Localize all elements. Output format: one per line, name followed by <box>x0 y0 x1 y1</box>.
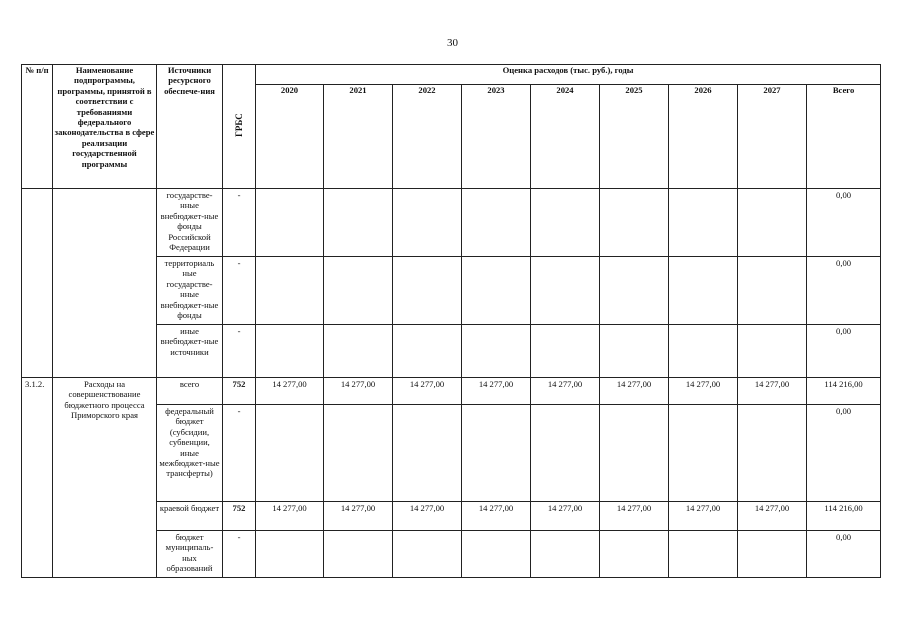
row-source: иные внебюджет-ные источники <box>157 325 223 378</box>
row-value <box>669 325 738 378</box>
row-value: 14 277,00 <box>738 378 807 405</box>
budget-table <box>21 64 881 578</box>
row-grbs: - <box>223 405 256 502</box>
row-value <box>738 531 807 578</box>
row-source: государстве-нные внебюджет-ные фонды Российской Федерации <box>157 189 223 257</box>
row-name: Расходы на совершенствование бюджетного процесса Приморского края <box>53 378 157 578</box>
header-year: 2027 <box>738 85 807 189</box>
row-value <box>600 257 669 325</box>
header-year: 2021 <box>324 85 393 189</box>
row-value: 14 277,00 <box>462 378 531 405</box>
row-value <box>324 325 393 378</box>
row-value: 14 277,00 <box>738 502 807 531</box>
header-year: 2023 <box>462 85 531 189</box>
row-grbs: - <box>223 325 256 378</box>
row-value <box>738 405 807 502</box>
row-value: 14 277,00 <box>531 378 600 405</box>
header-year: 2025 <box>600 85 669 189</box>
row-value <box>531 325 600 378</box>
row-value <box>393 405 462 502</box>
row-value <box>393 531 462 578</box>
row-value: 14 277,00 <box>324 378 393 405</box>
row-name <box>53 189 157 378</box>
row-value <box>324 405 393 502</box>
row-total: 0,00 <box>807 325 881 378</box>
table-row <box>22 189 881 257</box>
row-value: 14 277,00 <box>600 378 669 405</box>
row-value: 14 277,00 <box>531 502 600 531</box>
row-value <box>600 531 669 578</box>
row-value <box>393 325 462 378</box>
row-grbs: 752 <box>223 378 256 405</box>
row-value <box>324 189 393 257</box>
row-total: 114 216,00 <box>807 378 881 405</box>
header-estimate: Оценка расходов (тыс. руб.), годы <box>256 65 881 85</box>
header-name: Наименование подпрограммы, программы, принятой в соответствии с требованиями федерального законодательства в сфере реализации государственной программы <box>53 65 157 189</box>
row-value: 14 277,00 <box>600 502 669 531</box>
row-source: краевой бюджет <box>157 502 223 531</box>
header-source: Источники ресурсного обеспече-ния <box>157 65 223 189</box>
row-value <box>324 531 393 578</box>
row-value <box>600 405 669 502</box>
header-year: 2024 <box>531 85 600 189</box>
row-source: территориаль ные государстве-нные внебюджет-ные фонды <box>157 257 223 325</box>
row-value <box>462 325 531 378</box>
row-value <box>531 405 600 502</box>
row-value <box>669 189 738 257</box>
row-value <box>462 257 531 325</box>
row-value <box>531 257 600 325</box>
row-value <box>256 405 324 502</box>
row-value <box>256 325 324 378</box>
row-value: 14 277,00 <box>256 378 324 405</box>
row-value <box>669 257 738 325</box>
row-value <box>393 189 462 257</box>
row-total: 0,00 <box>807 257 881 325</box>
row-number <box>22 189 53 378</box>
row-value <box>531 189 600 257</box>
row-grbs: 752 <box>223 502 256 531</box>
row-source: всего <box>157 378 223 405</box>
table-row <box>22 378 881 405</box>
row-value: 14 277,00 <box>669 378 738 405</box>
row-value: 14 277,00 <box>393 502 462 531</box>
page-number: 30 <box>447 37 458 49</box>
row-value <box>669 531 738 578</box>
row-value: 14 277,00 <box>324 502 393 531</box>
row-value <box>600 189 669 257</box>
row-total: 114 216,00 <box>807 502 881 531</box>
header-year: 2022 <box>393 85 462 189</box>
row-total: 0,00 <box>807 531 881 578</box>
row-total: 0,00 <box>807 189 881 257</box>
header-grbs <box>223 65 256 189</box>
row-value <box>531 531 600 578</box>
row-value <box>462 405 531 502</box>
row-value <box>256 257 324 325</box>
row-value <box>669 405 738 502</box>
header-grbs-label: ГРБС <box>233 113 244 137</box>
row-value <box>738 189 807 257</box>
header-number: № п/п <box>22 65 53 189</box>
row-value <box>600 325 669 378</box>
header-year: 2026 <box>669 85 738 189</box>
row-value <box>393 257 462 325</box>
row-value <box>738 325 807 378</box>
header-row-1 <box>22 65 881 85</box>
row-value <box>738 257 807 325</box>
row-source: бюджет муниципаль-ных образований <box>157 531 223 578</box>
header-total: Всего <box>807 85 881 189</box>
row-value: 14 277,00 <box>462 502 531 531</box>
row-grbs: - <box>223 189 256 257</box>
row-grbs: - <box>223 531 256 578</box>
row-number: 3.1.2. <box>22 378 53 578</box>
row-total: 0,00 <box>807 405 881 502</box>
row-value <box>256 189 324 257</box>
row-source: федеральный бюджет (субсидии, субвенции, иные межбюджет-ные трансферты) <box>157 405 223 502</box>
row-value <box>462 189 531 257</box>
row-value: 14 277,00 <box>393 378 462 405</box>
row-value: 14 277,00 <box>669 502 738 531</box>
row-value <box>462 531 531 578</box>
row-grbs: - <box>223 257 256 325</box>
row-value <box>256 531 324 578</box>
row-value: 14 277,00 <box>256 502 324 531</box>
row-value <box>324 257 393 325</box>
header-year: 2020 <box>256 85 324 189</box>
